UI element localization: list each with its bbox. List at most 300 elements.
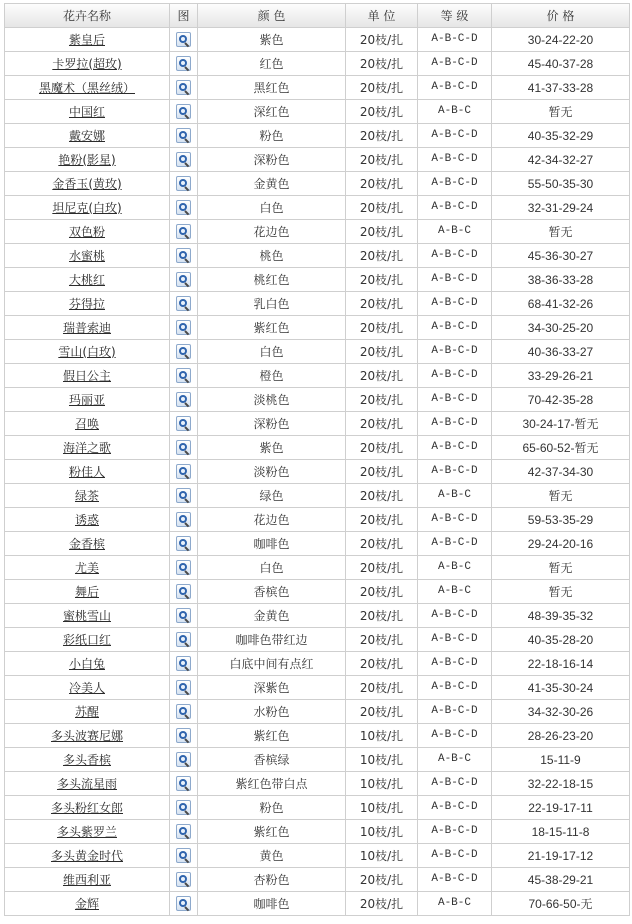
image-cell: [170, 532, 198, 556]
color-cell: 深红色: [198, 100, 346, 124]
magnifier-icon[interactable]: [176, 536, 191, 551]
unit-cell: 20枝/扎: [346, 676, 418, 700]
image-cell: [170, 124, 198, 148]
table-row: [5, 868, 630, 892]
price-cell: 暂无: [492, 220, 630, 244]
unit-cell: 20枝/扎: [346, 172, 418, 196]
magnifier-icon[interactable]: [176, 440, 191, 455]
price-cell: 15-11-9: [492, 748, 630, 772]
magnifier-icon[interactable]: [176, 512, 191, 527]
image-cell: [170, 340, 198, 364]
flower-name-link[interactable]: 尤美: [74, 560, 99, 575]
grade-cell: A-B-C: [418, 484, 492, 508]
flower-name-link[interactable]: 舞后: [74, 584, 99, 599]
flower-name-link[interactable]: 玛丽亚: [68, 392, 105, 407]
flower-name-cell: [5, 268, 170, 292]
grade-cell: A-B-C-D: [418, 436, 492, 460]
grade-cell: A-B-C-D: [418, 724, 492, 748]
flower-name-link[interactable]: 坦尼克(白玫): [52, 200, 122, 215]
table-row: [5, 220, 630, 244]
flower-name-cell: [5, 316, 170, 340]
color-cell: 水粉色: [198, 700, 346, 724]
image-cell: [170, 820, 198, 844]
flower-name-link[interactable]: 海洋之歌: [62, 440, 111, 455]
unit-cell: 10枝/扎: [346, 796, 418, 820]
unit-cell: 20枝/扎: [346, 388, 418, 412]
color-cell: 紫色: [198, 28, 346, 52]
grade-cell: A-B-C-D: [418, 772, 492, 796]
flower-name-link[interactable]: 彩纸口红: [62, 632, 111, 647]
magnifier-icon[interactable]: [176, 704, 191, 719]
price-cell: 40-35-28-20: [492, 628, 630, 652]
grade-cell: A-B-C-D: [418, 340, 492, 364]
flower-name-cell: [5, 76, 170, 100]
unit-cell: 20枝/扎: [346, 220, 418, 244]
grade-cell: A-B-C-D: [418, 604, 492, 628]
flower-name-cell: [5, 700, 170, 724]
color-cell: 桃色: [198, 244, 346, 268]
magnifier-icon[interactable]: [176, 824, 191, 839]
flower-name-link[interactable]: 紫皇后: [68, 32, 105, 47]
magnifier-icon[interactable]: [176, 152, 191, 167]
magnifier-icon[interactable]: [176, 296, 191, 311]
price-cell: 42-34-32-27: [492, 148, 630, 172]
flower-name-cell: [5, 244, 170, 268]
magnifier-icon[interactable]: [176, 752, 191, 767]
color-cell: 白色: [198, 556, 346, 580]
grade-cell: A-B-C-D: [418, 292, 492, 316]
table-row: [5, 388, 630, 412]
grade-cell: A-B-C-D: [418, 412, 492, 436]
unit-cell: 20枝/扎: [346, 340, 418, 364]
magnifier-icon[interactable]: [176, 800, 191, 815]
image-cell: [170, 316, 198, 340]
unit-cell: 20枝/扎: [346, 628, 418, 652]
price-cell: 暂无: [492, 556, 630, 580]
magnifier-icon[interactable]: [176, 560, 191, 575]
magnifier-icon[interactable]: [176, 776, 191, 791]
image-cell: [170, 268, 198, 292]
price-cell: 59-53-35-29: [492, 508, 630, 532]
table-row: [5, 292, 630, 316]
table-row: [5, 676, 630, 700]
unit-cell: 20枝/扎: [346, 484, 418, 508]
table-row: [5, 100, 630, 124]
unit-cell: 20枝/扎: [346, 460, 418, 484]
image-cell: [170, 868, 198, 892]
image-cell: [170, 892, 198, 916]
table-row: [5, 196, 630, 220]
table-row: [5, 772, 630, 796]
color-cell: 粉色: [198, 124, 346, 148]
unit-cell: 20枝/扎: [346, 316, 418, 340]
flower-name-link[interactable]: 卡罗拉(超玫): [52, 56, 122, 71]
grade-cell: A-B-C-D: [418, 244, 492, 268]
unit-cell: 20枝/扎: [346, 76, 418, 100]
image-cell: [170, 604, 198, 628]
price-cell: 45-36-30-27: [492, 244, 630, 268]
price-cell: 41-37-33-28: [492, 76, 630, 100]
grade-cell: A-B-C-D: [418, 364, 492, 388]
table-row: [5, 412, 630, 436]
color-cell: 花边色: [198, 220, 346, 244]
unit-cell: 20枝/扎: [346, 124, 418, 148]
grade-cell: A-B-C-D: [418, 820, 492, 844]
price-cell: 34-30-25-20: [492, 316, 630, 340]
table-row: [5, 748, 630, 772]
image-cell: [170, 76, 198, 100]
grade-cell: A-B-C-D: [418, 28, 492, 52]
price-cell: 45-40-37-28: [492, 52, 630, 76]
column-header-name: 花卉名称: [5, 4, 170, 28]
magnifier-icon[interactable]: [176, 848, 191, 863]
color-cell: 深粉色: [198, 412, 346, 436]
flower-name-link[interactable]: 金辉: [74, 896, 99, 911]
flower-name-cell: [5, 628, 170, 652]
color-cell: 杏粉色: [198, 868, 346, 892]
flower-name-link[interactable]: 金香槟: [68, 536, 105, 551]
grade-cell: A-B-C-D: [418, 388, 492, 412]
color-cell: 金黄色: [198, 172, 346, 196]
image-cell: [170, 196, 198, 220]
flower-name-link[interactable]: 粉佳人: [68, 464, 105, 479]
table-row: [5, 820, 630, 844]
image-cell: [170, 148, 198, 172]
color-cell: 橙色: [198, 364, 346, 388]
table-row: [5, 700, 630, 724]
unit-cell: 20枝/扎: [346, 52, 418, 76]
flower-name-cell: [5, 892, 170, 916]
image-cell: [170, 700, 198, 724]
flower-name-link[interactable]: 假日公主: [62, 368, 111, 383]
grade-cell: A-B-C-D: [418, 628, 492, 652]
color-cell: 桃红色: [198, 268, 346, 292]
unit-cell: 20枝/扎: [346, 868, 418, 892]
price-cell: 38-36-33-28: [492, 268, 630, 292]
column-header-price: 价 格: [492, 4, 630, 28]
magnifier-icon[interactable]: [176, 584, 191, 599]
flower-name-cell: [5, 508, 170, 532]
unit-cell: 20枝/扎: [346, 652, 418, 676]
image-cell: [170, 724, 198, 748]
flower-name-cell: [5, 388, 170, 412]
color-cell: 粉色: [198, 796, 346, 820]
unit-cell: 20枝/扎: [346, 892, 418, 916]
flower-name-link[interactable]: 中国红: [68, 104, 105, 119]
table-row: [5, 244, 630, 268]
image-cell: [170, 364, 198, 388]
price-cell: 41-35-30-24: [492, 676, 630, 700]
color-cell: 咖啡色带红边: [198, 628, 346, 652]
table-row: [5, 148, 630, 172]
table-row: [5, 76, 630, 100]
unit-cell: 20枝/扎: [346, 532, 418, 556]
price-cell: 32-31-29-24: [492, 196, 630, 220]
table-row: [5, 604, 630, 628]
table-row: [5, 340, 630, 364]
price-cell: 48-39-35-32: [492, 604, 630, 628]
color-cell: 金黄色: [198, 604, 346, 628]
flower-name-cell: [5, 436, 170, 460]
flower-name-cell: [5, 844, 170, 868]
color-cell: 深紫色: [198, 676, 346, 700]
magnifier-icon[interactable]: [176, 896, 191, 911]
grade-cell: A-B-C: [418, 892, 492, 916]
magnifier-icon[interactable]: [176, 416, 191, 431]
magnifier-icon[interactable]: [176, 632, 191, 647]
unit-cell: 10枝/扎: [346, 772, 418, 796]
magnifier-icon[interactable]: [176, 272, 191, 287]
price-cell: 22-18-16-14: [492, 652, 630, 676]
unit-cell: 20枝/扎: [346, 100, 418, 124]
grade-cell: A-B-C-D: [418, 124, 492, 148]
color-cell: 香槟绿: [198, 748, 346, 772]
table-row: [5, 628, 630, 652]
flower-name-cell: [5, 460, 170, 484]
grade-cell: A-B-C-D: [418, 76, 492, 100]
magnifier-icon[interactable]: [176, 176, 191, 191]
table-row: [5, 844, 630, 868]
price-cell: 28-26-23-20: [492, 724, 630, 748]
color-cell: 黑红色: [198, 76, 346, 100]
color-cell: 香槟色: [198, 580, 346, 604]
price-cell: 32-22-18-15: [492, 772, 630, 796]
magnifier-icon[interactable]: [176, 56, 191, 71]
image-cell: [170, 292, 198, 316]
price-cell: 暂无: [492, 580, 630, 604]
table-row: [5, 52, 630, 76]
column-header-unit: 单 位: [346, 4, 418, 28]
flower-name-cell: [5, 796, 170, 820]
unit-cell: 20枝/扎: [346, 436, 418, 460]
grade-cell: A-B-C-D: [418, 172, 492, 196]
flower-name-link[interactable]: 诱惑: [74, 512, 99, 527]
color-cell: 紫红色带白点: [198, 772, 346, 796]
price-cell: 29-24-20-16: [492, 532, 630, 556]
color-cell: 紫红色: [198, 316, 346, 340]
magnifier-icon[interactable]: [176, 392, 191, 407]
flower-name-link[interactable]: 多头紫罗兰: [56, 824, 117, 839]
table-row: [5, 364, 630, 388]
flower-name-link[interactable]: 维西利亚: [62, 872, 111, 887]
flower-name-link[interactable]: 蜜桃雪山: [62, 608, 111, 623]
magnifier-icon[interactable]: [176, 224, 191, 239]
flower-name-link[interactable]: 艳粉(影星): [58, 152, 116, 167]
grade-cell: A-B-C-D: [418, 316, 492, 340]
flower-name-link[interactable]: 冷美人: [68, 680, 105, 695]
magnifier-icon[interactable]: [176, 128, 191, 143]
image-cell: [170, 508, 198, 532]
flower-name-link[interactable]: 多头黄金时代: [50, 848, 123, 863]
image-cell: [170, 244, 198, 268]
grade-cell: A-B-C: [418, 580, 492, 604]
price-cell: 33-29-26-21: [492, 364, 630, 388]
price-cell: 30-24-22-20: [492, 28, 630, 52]
grade-cell: A-B-C-D: [418, 460, 492, 484]
color-cell: 紫色: [198, 436, 346, 460]
column-header-grade: 等 级: [418, 4, 492, 28]
flower-name-link[interactable]: 双色粉: [68, 224, 105, 239]
unit-cell: 20枝/扎: [346, 700, 418, 724]
grade-cell: A-B-C-D: [418, 844, 492, 868]
flower-name-cell: [5, 748, 170, 772]
flower-name-link[interactable]: 多头粉红女郎: [50, 800, 123, 815]
table-row: [5, 268, 630, 292]
image-cell: [170, 676, 198, 700]
flower-name-link[interactable]: 金香玉(黄玫): [52, 176, 122, 191]
table-row: [5, 172, 630, 196]
image-cell: [170, 844, 198, 868]
unit-cell: 20枝/扎: [346, 292, 418, 316]
color-cell: 花边色: [198, 508, 346, 532]
flower-name-link[interactable]: 戴安娜: [68, 128, 105, 143]
magnifier-icon[interactable]: [176, 200, 191, 215]
image-cell: [170, 748, 198, 772]
magnifier-icon[interactable]: [176, 32, 191, 47]
flower-name-link[interactable]: 水蜜桃: [68, 248, 105, 263]
grade-cell: A-B-C-D: [418, 196, 492, 220]
magnifier-icon[interactable]: [176, 320, 191, 335]
grade-cell: A-B-C-D: [418, 268, 492, 292]
price-cell: 40-36-33-27: [492, 340, 630, 364]
grade-cell: A-B-C: [418, 556, 492, 580]
grade-cell: A-B-C-D: [418, 532, 492, 556]
magnifier-icon[interactable]: [176, 656, 191, 671]
flower-name-link[interactable]: 绿茶: [74, 488, 99, 503]
magnifier-icon[interactable]: [176, 464, 191, 479]
column-header-image: 图: [170, 4, 198, 28]
unit-cell: 20枝/扎: [346, 556, 418, 580]
flower-name-cell: [5, 364, 170, 388]
grade-cell: A-B-C-D: [418, 700, 492, 724]
flower-name-cell: [5, 868, 170, 892]
flower-name-link[interactable]: 雪山(白玫): [58, 344, 116, 359]
flower-name-cell: [5, 820, 170, 844]
table-row: [5, 28, 630, 52]
color-cell: 绿色: [198, 484, 346, 508]
price-cell: 65-60-52-暂无: [492, 436, 630, 460]
grade-cell: A-B-C-D: [418, 508, 492, 532]
unit-cell: 20枝/扎: [346, 28, 418, 52]
price-cell: 45-38-29-21: [492, 868, 630, 892]
flower-name-cell: [5, 724, 170, 748]
flower-name-link[interactable]: 多头波赛尼娜: [50, 728, 123, 743]
flower-name-cell: [5, 604, 170, 628]
unit-cell: 10枝/扎: [346, 748, 418, 772]
table-row: [5, 580, 630, 604]
unit-cell: 10枝/扎: [346, 820, 418, 844]
flower-name-cell: [5, 28, 170, 52]
image-cell: [170, 556, 198, 580]
magnifier-icon[interactable]: [176, 368, 191, 383]
price-cell: 70-66-50-无: [492, 892, 630, 916]
image-cell: [170, 436, 198, 460]
flower-name-cell: [5, 772, 170, 796]
flower-name-cell: [5, 412, 170, 436]
magnifier-icon[interactable]: [176, 488, 191, 503]
image-cell: [170, 28, 198, 52]
unit-cell: 20枝/扎: [346, 196, 418, 220]
color-cell: 紫红色: [198, 724, 346, 748]
image-cell: [170, 652, 198, 676]
flower-name-cell: [5, 52, 170, 76]
grade-cell: A-B-C-D: [418, 796, 492, 820]
unit-cell: 20枝/扎: [346, 412, 418, 436]
image-cell: [170, 772, 198, 796]
image-cell: [170, 484, 198, 508]
price-cell: 30-24-17-暂无: [492, 412, 630, 436]
flower-name-link[interactable]: 多头流星雨: [56, 776, 117, 791]
flower-name-cell: [5, 676, 170, 700]
price-cell: 21-19-17-12: [492, 844, 630, 868]
magnifier-icon[interactable]: [176, 104, 191, 119]
magnifier-icon[interactable]: [176, 680, 191, 695]
table-row: [5, 796, 630, 820]
color-cell: 深粉色: [198, 148, 346, 172]
price-cell: 34-32-30-26: [492, 700, 630, 724]
flower-name-link[interactable]: 小白兔: [68, 656, 105, 671]
unit-cell: 20枝/扎: [346, 364, 418, 388]
flower-name-cell: [5, 100, 170, 124]
table-row: [5, 124, 630, 148]
grade-cell: A-B-C: [418, 220, 492, 244]
table-row: [5, 460, 630, 484]
price-cell: 暂无: [492, 484, 630, 508]
flower-name-link[interactable]: 芬得拉: [68, 296, 105, 311]
price-cell: 40-35-32-29: [492, 124, 630, 148]
image-cell: [170, 172, 198, 196]
image-cell: [170, 388, 198, 412]
image-cell: [170, 412, 198, 436]
flower-name-cell: [5, 124, 170, 148]
table-row: [5, 484, 630, 508]
flower-name-link[interactable]: 黑魔术（黑丝绒）: [38, 80, 135, 95]
image-cell: [170, 460, 198, 484]
flower-name-cell: [5, 652, 170, 676]
flower-name-link[interactable]: 召唤: [74, 416, 99, 431]
price-cell: 暂无: [492, 100, 630, 124]
grade-cell: A-B-C-D: [418, 148, 492, 172]
magnifier-icon[interactable]: [176, 728, 191, 743]
flower-name-link[interactable]: 多头香槟: [62, 752, 111, 767]
unit-cell: 20枝/扎: [346, 148, 418, 172]
flower-name-cell: [5, 556, 170, 580]
unit-cell: 10枝/扎: [346, 844, 418, 868]
magnifier-icon[interactable]: [176, 608, 191, 623]
color-cell: 白色: [198, 340, 346, 364]
magnifier-icon[interactable]: [176, 248, 191, 263]
table-row: [5, 436, 630, 460]
magnifier-icon[interactable]: [176, 344, 191, 359]
color-cell: 咖啡色: [198, 892, 346, 916]
magnifier-icon[interactable]: [176, 80, 191, 95]
flower-name-link[interactable]: 苏醒: [74, 704, 99, 719]
magnifier-icon[interactable]: [176, 872, 191, 887]
price-cell: 42-37-34-30: [492, 460, 630, 484]
flower-name-cell: [5, 580, 170, 604]
image-cell: [170, 220, 198, 244]
unit-cell: 20枝/扎: [346, 580, 418, 604]
image-cell: [170, 100, 198, 124]
flower-name-cell: [5, 532, 170, 556]
color-cell: 白底中间有点红: [198, 652, 346, 676]
flower-name-link[interactable]: 瑞普索迪: [62, 320, 111, 335]
flower-name-cell: [5, 148, 170, 172]
flower-name-cell: [5, 340, 170, 364]
table-row: [5, 316, 630, 340]
flower-name-link[interactable]: 大桃红: [68, 272, 105, 287]
color-cell: 白色: [198, 196, 346, 220]
